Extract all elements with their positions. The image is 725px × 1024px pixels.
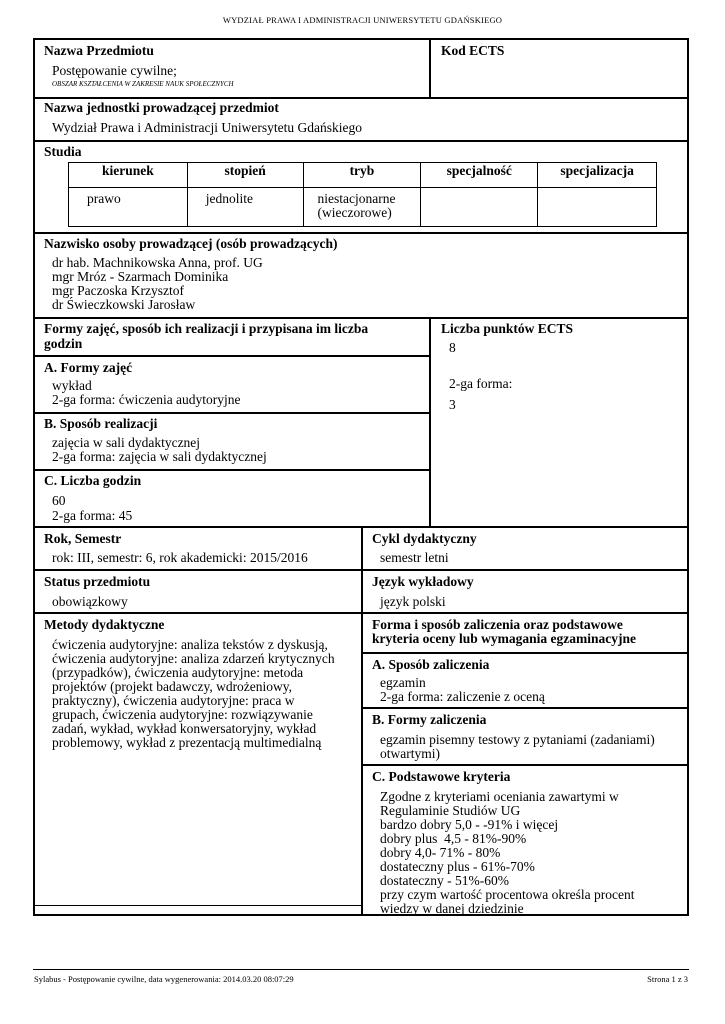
forms-c-value: 2-ga forma: 45 bbox=[52, 508, 133, 523]
divider bbox=[33, 317, 689, 319]
course-name: Postępowanie cywilne; bbox=[52, 63, 177, 78]
divider bbox=[429, 317, 431, 528]
forms-c-value: 60 bbox=[52, 493, 66, 508]
methods-line: projektów (projekt badawczy, wdrożeniowy, bbox=[52, 679, 293, 694]
ects-points-label: Liczba punktów ECTS bbox=[441, 321, 574, 336]
assessment-b-value: otwartymi) bbox=[380, 746, 440, 761]
forms-label: Formy zajęć, sposób ich realizacji i przypisana im liczba bbox=[44, 321, 369, 336]
assessment-b-value: egzamin pisemny testowy z pytaniami (zadaniami) bbox=[380, 732, 655, 747]
methods-line: ćwiczenia audytoryjne: analiza tekstów z dyskusją, bbox=[52, 637, 328, 652]
methods-label: Metody dydaktyczne bbox=[44, 617, 165, 632]
course-name-label: Nazwa Przedmiotu bbox=[44, 43, 154, 58]
methods-line: ćwiczenia audytoryjne: analiza zdarzeń krytycznych bbox=[52, 651, 335, 666]
assessment-a-value: egzamin bbox=[380, 675, 426, 690]
studies-cell-specjalnosc bbox=[421, 188, 538, 227]
teacher-name: mgr Mróz - Szarmach Dominika bbox=[52, 269, 229, 284]
page-header: WYDZIAŁ PRAWA I ADMINISTRACJI UNIWERSYTETU GDAŃSKIEGO bbox=[222, 15, 503, 25]
divider bbox=[34, 905, 362, 906]
footer-divider bbox=[33, 969, 689, 970]
divider bbox=[33, 355, 431, 357]
studies-header-kierunek: kierunek bbox=[69, 163, 188, 188]
divider bbox=[429, 38, 431, 99]
methods-line: grupach, ćwiczenia audytoryjne: rozwiązywanie bbox=[52, 707, 313, 722]
forms-b-value: zajęcia w sali dydaktycznej bbox=[52, 435, 201, 450]
studies-header-specjalizacja: specjalizacja bbox=[538, 163, 657, 188]
divider bbox=[33, 140, 689, 142]
course-area: OBSZAR KSZTAŁCENIA W ZAKRESIE NAUK SPOŁECZNYCH bbox=[52, 80, 234, 88]
studies-cell-specjalizacja bbox=[538, 188, 657, 227]
cycle-label: Cykl dydaktyczny bbox=[372, 531, 477, 546]
year-label: Rok, Semestr bbox=[44, 531, 122, 546]
assessment-c-label: C. Podstawowe kryteria bbox=[372, 769, 511, 784]
status-label: Status przedmiotu bbox=[44, 574, 151, 589]
teacher-name: dr Świeczkowski Jarosław bbox=[52, 297, 196, 312]
language-value: język polski bbox=[380, 594, 446, 609]
divider bbox=[363, 707, 689, 709]
criteria-line: dobry 4,0- 71% - 80% bbox=[380, 845, 501, 860]
language-label: Język wykładowy bbox=[372, 574, 474, 589]
divider bbox=[33, 412, 431, 414]
teacher-name: mgr Paczoska Krzysztof bbox=[52, 283, 184, 298]
forms-c-label: C. Liczba godzin bbox=[44, 473, 142, 488]
status-value: obowiązkowy bbox=[52, 594, 128, 609]
unit-value: Wydział Prawa i Administracji Uniwersytetu Gdańskiego bbox=[52, 120, 362, 135]
assessment-label: Forma i sposób zaliczenia oraz podstawowe bbox=[372, 617, 623, 632]
forms-b-value: 2-ga forma: zajęcia w sali dydaktycznej bbox=[52, 449, 267, 464]
ects-points-second-label: 2-ga forma: bbox=[449, 376, 513, 391]
ects-points-second-value: 3 bbox=[449, 397, 456, 412]
studies-label: Studia bbox=[44, 144, 82, 159]
teachers-label: Nazwisko osoby prowadzącej (osób prowadzących) bbox=[44, 236, 338, 251]
divider bbox=[363, 764, 689, 766]
methods-line: praktyczny), ćwiczenia audytoryjne: praca w bbox=[52, 693, 295, 708]
studies-row bbox=[69, 188, 657, 227]
forms-label-cont: godzin bbox=[44, 336, 83, 351]
ects-code-label: Kod ECTS bbox=[441, 43, 505, 58]
studies-cell-tryb: niestacjonarne (wieczorowe) bbox=[303, 188, 421, 227]
assessment-a-label: A. Sposób zaliczenia bbox=[372, 657, 490, 672]
divider bbox=[33, 97, 689, 99]
forms-a-value: 2-ga forma: ćwiczenia audytoryjne bbox=[52, 392, 241, 407]
year-value: rok: III, semestr: 6, rok akademicki: 2015/2016 bbox=[52, 550, 308, 565]
unit-label: Nazwa jednostki prowadzącej przedmiot bbox=[44, 100, 279, 115]
assessment-a-value: 2-ga forma: zaliczenie z oceną bbox=[380, 689, 545, 704]
footer-left: Sylabus - Postępowanie cywilne, data wygenerowania: 2014.03.20 08:07:29 bbox=[34, 974, 294, 984]
divider bbox=[361, 526, 363, 916]
forms-a-value: wykład bbox=[52, 378, 92, 393]
studies-cell-stopien: jednolite bbox=[187, 188, 303, 227]
studies-header-row bbox=[69, 163, 657, 188]
criteria-line: wiedzy w danej dziedzinie bbox=[380, 901, 524, 916]
methods-line: problemowy, wykład z prezentacją multimedialną bbox=[52, 735, 322, 750]
forms-a-label: A. Formy zajęć bbox=[44, 360, 133, 375]
divider bbox=[33, 469, 431, 471]
methods-line: (przypadków), ćwiczenia audytoryjne: metoda bbox=[52, 665, 304, 680]
methods-line: zadań, wykład, wykład konwersatoryjny, wykład bbox=[52, 721, 317, 736]
criteria-line: bardzo dobry 5,0 - -91% i więcej bbox=[380, 817, 559, 832]
cycle-value: semestr letni bbox=[380, 550, 449, 565]
ects-points-value: 8 bbox=[449, 340, 456, 355]
criteria-line: przy czym wartość procentowa określa procent bbox=[380, 887, 635, 902]
footer-page: Strona 1 z 3 bbox=[647, 974, 688, 984]
divider bbox=[33, 232, 689, 234]
studies-header-tryb: tryb bbox=[303, 163, 421, 188]
studies-cell-kierunek: prawo bbox=[69, 188, 188, 227]
assessment-label-cont: kryteria oceny lub wymagania egzaminacyjne bbox=[372, 631, 636, 646]
criteria-line: dobry plus 4,5 - 81%-90% bbox=[380, 831, 527, 846]
criteria-line: Regulaminie Studiów UG bbox=[380, 803, 521, 818]
divider bbox=[363, 652, 689, 654]
criteria-line: dostateczny - 51%-60% bbox=[380, 873, 509, 888]
assessment-b-label: B. Formy zaliczenia bbox=[372, 712, 487, 727]
criteria-line: dostateczny plus - 61%-70% bbox=[380, 859, 535, 874]
forms-b-label: B. Sposób realizacji bbox=[44, 416, 158, 431]
studies-header-specjalnosc: specjalność bbox=[421, 163, 538, 188]
criteria-line: Zgodne z kryteriami oceniania zawartymi w bbox=[380, 789, 619, 804]
studies-table bbox=[68, 162, 657, 227]
teacher-name: dr hab. Machnikowska Anna, prof. UG bbox=[52, 255, 263, 270]
studies-header-stopien: stopień bbox=[187, 163, 303, 188]
